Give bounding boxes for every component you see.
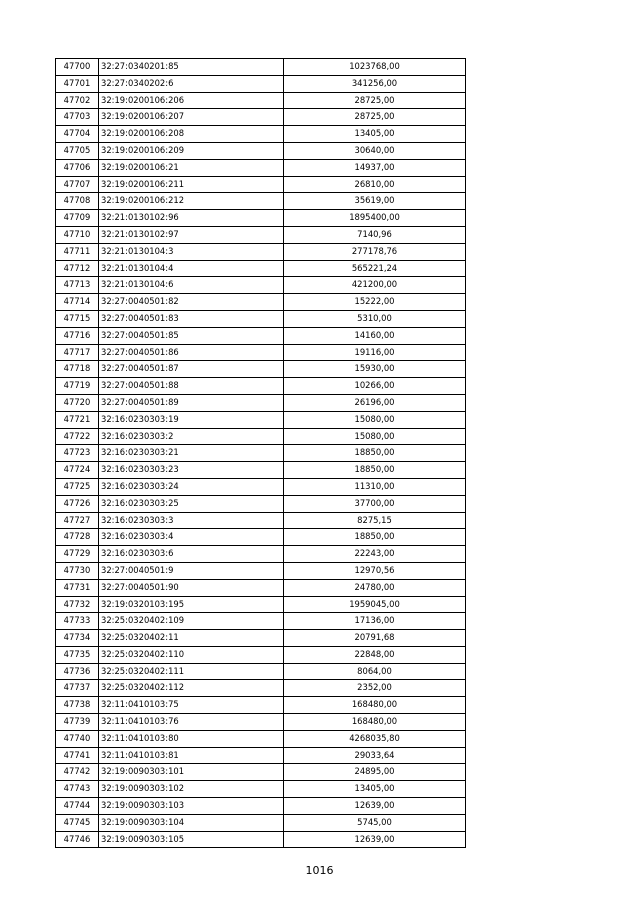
table-row xyxy=(56,411,466,428)
row-number-cell: 47714 xyxy=(56,294,99,311)
cadastral-number-cell: 32:25:0320402:110 xyxy=(99,646,284,663)
table-row xyxy=(56,226,466,243)
cadastral-value-cell: 1959045,00 xyxy=(284,596,466,613)
cadastral-number-cell: 32:19:0090303:105 xyxy=(99,831,284,848)
cadastral-value-cell: 26810,00 xyxy=(284,176,466,193)
cadastral-value-cell: 24895,00 xyxy=(284,764,466,781)
row-number-cell: 47726 xyxy=(56,495,99,512)
table-row xyxy=(56,92,466,109)
cadastral-number-cell: 32:25:0320402:112 xyxy=(99,680,284,697)
cadastral-number-cell: 32:16:0230303:6 xyxy=(99,546,284,563)
cadastral-number-cell: 32:19:0200106:206 xyxy=(99,92,284,109)
row-number-cell: 47709 xyxy=(56,210,99,227)
cadastral-value-cell: 7140,96 xyxy=(284,226,466,243)
row-number-cell: 47727 xyxy=(56,512,99,529)
table-row xyxy=(56,680,466,697)
table-row xyxy=(56,277,466,294)
cadastral-value-cell: 14160,00 xyxy=(284,327,466,344)
row-number-cell: 47737 xyxy=(56,680,99,697)
cadastral-number-cell: 32:27:0040501:9 xyxy=(99,562,284,579)
cadastral-number-cell: 32:16:0230303:21 xyxy=(99,445,284,462)
cadastral-value-cell: 8064,00 xyxy=(284,663,466,680)
cadastral-number-cell: 32:27:0040501:87 xyxy=(99,361,284,378)
cadastral-value-cell: 341256,00 xyxy=(284,75,466,92)
cadastral-value-cell: 18850,00 xyxy=(284,529,466,546)
cadastral-number-cell: 32:19:0090303:103 xyxy=(99,798,284,815)
cadastral-number-cell: 32:16:0230303:3 xyxy=(99,512,284,529)
table-row xyxy=(56,462,466,479)
cadastral-number-cell: 32:27:0340202:6 xyxy=(99,75,284,92)
cadastral-number-cell: 32:21:0130102:97 xyxy=(99,226,284,243)
table-row xyxy=(56,596,466,613)
table-row xyxy=(56,109,466,126)
table-row xyxy=(56,294,466,311)
table-row xyxy=(56,310,466,327)
table-row xyxy=(56,730,466,747)
cadastral-number-cell: 32:11:0410103:76 xyxy=(99,714,284,731)
cadastral-number-cell: 32:19:0320103:195 xyxy=(99,596,284,613)
cadastral-number-cell: 32:19:0200106:209 xyxy=(99,142,284,159)
cadastral-value-table xyxy=(55,58,466,848)
cadastral-number-cell: 32:21:0130102:96 xyxy=(99,210,284,227)
table-row xyxy=(56,663,466,680)
row-number-cell: 47735 xyxy=(56,646,99,663)
row-number-cell: 47730 xyxy=(56,562,99,579)
cadastral-number-cell: 32:19:0090303:104 xyxy=(99,814,284,831)
cadastral-value-cell: 15930,00 xyxy=(284,361,466,378)
row-number-cell: 47700 xyxy=(56,59,99,76)
row-number-cell: 47721 xyxy=(56,411,99,428)
table-row xyxy=(56,59,466,76)
table-row xyxy=(56,613,466,630)
cadastral-value-cell: 13405,00 xyxy=(284,126,466,143)
cadastral-value-cell: 29033,64 xyxy=(284,747,466,764)
cadastral-value-cell: 565221,24 xyxy=(284,260,466,277)
table-row xyxy=(56,176,466,193)
row-number-cell: 47742 xyxy=(56,764,99,781)
cadastral-number-cell: 32:27:0040501:85 xyxy=(99,327,284,344)
cadastral-value-cell: 12639,00 xyxy=(284,831,466,848)
row-number-cell: 47712 xyxy=(56,260,99,277)
table-row xyxy=(56,697,466,714)
cadastral-value-cell: 13405,00 xyxy=(284,781,466,798)
table-row xyxy=(56,344,466,361)
row-number-cell: 47716 xyxy=(56,327,99,344)
cadastral-value-cell: 28725,00 xyxy=(284,92,466,109)
row-number-cell: 47706 xyxy=(56,159,99,176)
row-number-cell: 47738 xyxy=(56,697,99,714)
row-number-cell: 47701 xyxy=(56,75,99,92)
row-number-cell: 47744 xyxy=(56,798,99,815)
cadastral-value-cell: 4268035,80 xyxy=(284,730,466,747)
row-number-cell: 47729 xyxy=(56,546,99,563)
row-number-cell: 47718 xyxy=(56,361,99,378)
cadastral-number-cell: 32:16:0230303:23 xyxy=(99,462,284,479)
row-number-cell: 47707 xyxy=(56,176,99,193)
cadastral-value-cell: 12970,56 xyxy=(284,562,466,579)
cadastral-value-cell: 2352,00 xyxy=(284,680,466,697)
row-number-cell: 47724 xyxy=(56,462,99,479)
cadastral-value-cell: 14937,00 xyxy=(284,159,466,176)
cadastral-value-cell: 19116,00 xyxy=(284,344,466,361)
row-number-cell: 47723 xyxy=(56,445,99,462)
cadastral-value-cell: 168480,00 xyxy=(284,697,466,714)
cadastral-value-cell: 37700,00 xyxy=(284,495,466,512)
table-row xyxy=(56,478,466,495)
table-row xyxy=(56,361,466,378)
row-number-cell: 47739 xyxy=(56,714,99,731)
row-number-cell: 47734 xyxy=(56,630,99,647)
row-number-cell: 47710 xyxy=(56,226,99,243)
cadastral-value-cell: 22243,00 xyxy=(284,546,466,563)
cadastral-value-cell: 24780,00 xyxy=(284,579,466,596)
row-number-cell: 47745 xyxy=(56,814,99,831)
cadastral-number-cell: 32:19:0200106:207 xyxy=(99,109,284,126)
cadastral-value-cell: 18850,00 xyxy=(284,462,466,479)
cadastral-number-cell: 32:27:0040501:90 xyxy=(99,579,284,596)
cadastral-number-cell: 32:25:0320402:11 xyxy=(99,630,284,647)
cadastral-number-cell: 32:19:0090303:102 xyxy=(99,781,284,798)
cadastral-number-cell: 32:25:0320402:111 xyxy=(99,663,284,680)
table-row xyxy=(56,327,466,344)
cadastral-number-cell: 32:21:0130104:4 xyxy=(99,260,284,277)
table-row xyxy=(56,378,466,395)
row-number-cell: 47725 xyxy=(56,478,99,495)
cadastral-number-cell: 32:19:0090303:101 xyxy=(99,764,284,781)
cadastral-number-cell: 32:19:0200106:212 xyxy=(99,193,284,210)
table-body xyxy=(56,59,466,848)
row-number-cell: 47736 xyxy=(56,663,99,680)
row-number-cell: 47703 xyxy=(56,109,99,126)
row-number-cell: 47740 xyxy=(56,730,99,747)
table-row xyxy=(56,445,466,462)
row-number-cell: 47704 xyxy=(56,126,99,143)
cadastral-value-cell: 22848,00 xyxy=(284,646,466,663)
table-row xyxy=(56,579,466,596)
row-number-cell: 47733 xyxy=(56,613,99,630)
row-number-cell: 47719 xyxy=(56,378,99,395)
cadastral-number-cell: 32:21:0130104:3 xyxy=(99,243,284,260)
page-number: 1016 xyxy=(305,864,334,877)
cadastral-value-cell: 8275,15 xyxy=(284,512,466,529)
cadastral-value-cell: 15222,00 xyxy=(284,294,466,311)
table-row xyxy=(56,512,466,529)
cadastral-value-cell: 35619,00 xyxy=(284,193,466,210)
cadastral-value-cell: 26196,00 xyxy=(284,394,466,411)
table-row xyxy=(56,210,466,227)
row-number-cell: 47708 xyxy=(56,193,99,210)
cadastral-number-cell: 32:11:0410103:80 xyxy=(99,730,284,747)
cadastral-number-cell: 32:11:0410103:81 xyxy=(99,747,284,764)
row-number-cell: 47743 xyxy=(56,781,99,798)
table-row xyxy=(56,142,466,159)
table-row xyxy=(56,193,466,210)
cadastral-value-cell: 1023768,00 xyxy=(284,59,466,76)
row-number-cell: 47741 xyxy=(56,747,99,764)
row-number-cell: 47720 xyxy=(56,394,99,411)
row-number-cell: 47731 xyxy=(56,579,99,596)
cadastral-number-cell: 32:27:0040501:83 xyxy=(99,310,284,327)
cadastral-value-cell: 30640,00 xyxy=(284,142,466,159)
table-row xyxy=(56,714,466,731)
cadastral-value-cell: 15080,00 xyxy=(284,411,466,428)
table-row xyxy=(56,781,466,798)
table-row xyxy=(56,831,466,848)
cadastral-value-cell: 5310,00 xyxy=(284,310,466,327)
cadastral-value-cell: 28725,00 xyxy=(284,109,466,126)
table-row xyxy=(56,159,466,176)
cadastral-value-cell: 11310,00 xyxy=(284,478,466,495)
row-number-cell: 47728 xyxy=(56,529,99,546)
table-row xyxy=(56,814,466,831)
row-number-cell: 47746 xyxy=(56,831,99,848)
cadastral-number-cell: 32:19:0200106:208 xyxy=(99,126,284,143)
table-row xyxy=(56,646,466,663)
table-row xyxy=(56,798,466,815)
row-number-cell: 47702 xyxy=(56,92,99,109)
row-number-cell: 47713 xyxy=(56,277,99,294)
cadastral-number-cell: 32:16:0230303:24 xyxy=(99,478,284,495)
table-row xyxy=(56,260,466,277)
row-number-cell: 47722 xyxy=(56,428,99,445)
table-row xyxy=(56,630,466,647)
table-row xyxy=(56,495,466,512)
cadastral-number-cell: 32:19:0200106:21 xyxy=(99,159,284,176)
table-row xyxy=(56,747,466,764)
cadastral-value-cell: 10266,00 xyxy=(284,378,466,395)
cadastral-value-cell: 20791,68 xyxy=(284,630,466,647)
cadastral-number-cell: 32:21:0130104:6 xyxy=(99,277,284,294)
cadastral-number-cell: 32:16:0230303:25 xyxy=(99,495,284,512)
cadastral-number-cell: 32:19:0200106:211 xyxy=(99,176,284,193)
cadastral-value-cell: 18850,00 xyxy=(284,445,466,462)
cadastral-number-cell: 32:27:0040501:88 xyxy=(99,378,284,395)
cadastral-value-cell: 15080,00 xyxy=(284,428,466,445)
cadastral-value-cell: 12639,00 xyxy=(284,798,466,815)
table-row xyxy=(56,764,466,781)
table-row xyxy=(56,126,466,143)
cadastral-number-cell: 32:16:0230303:4 xyxy=(99,529,284,546)
table-row xyxy=(56,394,466,411)
cadastral-value-cell: 421200,00 xyxy=(284,277,466,294)
row-number-cell: 47715 xyxy=(56,310,99,327)
cadastral-number-cell: 32:25:0320402:109 xyxy=(99,613,284,630)
cadastral-value-cell: 5745,00 xyxy=(284,814,466,831)
table-row xyxy=(56,546,466,563)
row-number-cell: 47732 xyxy=(56,596,99,613)
table-row xyxy=(56,243,466,260)
cadastral-value-cell: 17136,00 xyxy=(284,613,466,630)
cadastral-number-cell: 32:11:0410103:75 xyxy=(99,697,284,714)
cadastral-number-cell: 32:16:0230303:19 xyxy=(99,411,284,428)
cadastral-number-cell: 32:27:0040501:86 xyxy=(99,344,284,361)
cadastral-number-cell: 32:27:0040501:82 xyxy=(99,294,284,311)
cadastral-value-cell: 168480,00 xyxy=(284,714,466,731)
cadastral-number-cell: 32:27:0340201:85 xyxy=(99,59,284,76)
table-row xyxy=(56,529,466,546)
cadastral-value-cell: 1895400,00 xyxy=(284,210,466,227)
cadastral-number-cell: 32:27:0040501:89 xyxy=(99,394,284,411)
cadastral-value-cell: 277178,76 xyxy=(284,243,466,260)
row-number-cell: 47717 xyxy=(56,344,99,361)
table-row xyxy=(56,428,466,445)
table-row xyxy=(56,562,466,579)
row-number-cell: 47705 xyxy=(56,142,99,159)
table-row xyxy=(56,75,466,92)
cadastral-number-cell: 32:16:0230303:2 xyxy=(99,428,284,445)
row-number-cell: 47711 xyxy=(56,243,99,260)
